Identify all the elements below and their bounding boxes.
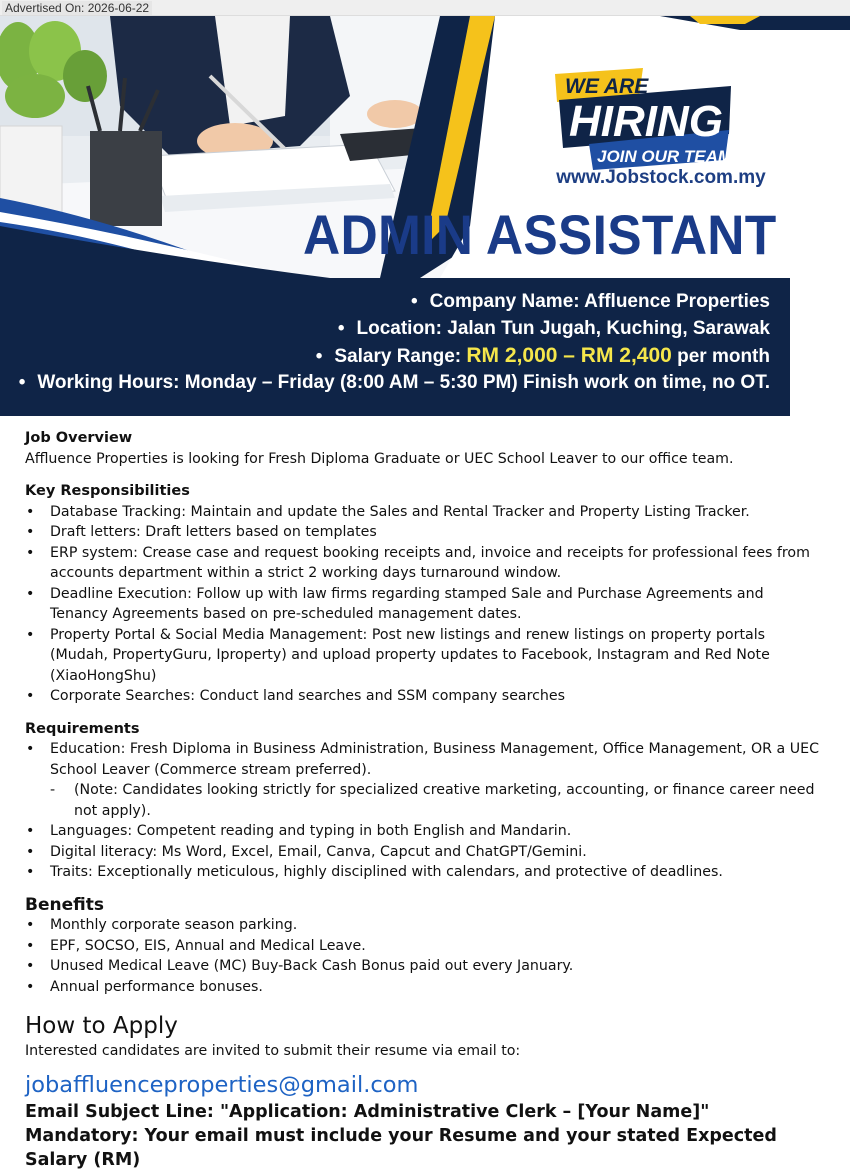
working-hours: Working Hours: Monday – Friday (8:00 AM – 5:30 PM) Finish work on time, no OT.	[37, 372, 770, 393]
company-name-line: • Company Name: Affluence Properties	[411, 291, 770, 312]
advertised-date-label: Advertised On: 2026-06-22	[2, 1, 152, 15]
location: Location: Jalan Tun Jugah, Kuching, Sarawak	[356, 318, 770, 339]
job-description	[25, 428, 825, 1172]
benefits-section	[25, 895, 825, 998]
list-item: • Corporate Searches: Conduct land searches and SSM company searches	[25, 686, 825, 707]
how-to-apply-section	[25, 1011, 825, 1172]
responsibilities-list	[25, 502, 825, 707]
apply-intro: Interested candidates are invited to submit their resume via email to:	[25, 1043, 521, 1059]
list-item: • Digital literacy: Ms Word, Excel, Email, Canva, Capcut and ChatGPT/Gemini.	[25, 842, 825, 863]
how-to-apply-heading: How to Apply	[25, 1013, 178, 1039]
requirement-education: Education: Fresh Diploma in Business Administration, Business Management, Office Management, OR a UEC School Leaver (Commerce stream preferred).	[50, 741, 820, 778]
list-item: • Draft letters: Draft letters based on templates	[25, 522, 825, 543]
working-hours-line: • Working Hours: Monday – Friday (8:00 AM – 5:30 PM) Finish work on time, no OT.	[18, 372, 770, 393]
list-item: • EPF, SOCSO, EIS, Annual and Medical Leave.	[25, 936, 825, 957]
responsibilities-heading: Key Responsibilities	[25, 483, 190, 499]
list-item: • Deadline Execution: Follow up with law firms regarding stamped Sale and Purchase Agreements and Tenancy Agreements based on pre-scheduled management dates.	[25, 584, 825, 625]
list-item: • Property Portal & Social Media Management: Post new listings and renew listings on property portals (Mudah, PropertyGuru, Iproperty) and upload property updates to Facebook, Instagram and Red Note (XiaoHongShu)	[25, 625, 825, 687]
job-overview-section	[25, 428, 825, 469]
list-item: • Languages: Competent reading and typing in both English and Mandarin.	[25, 821, 825, 842]
advertised-date-strip	[0, 0, 850, 16]
salary-value: RM 2,000 – RM 2,400	[466, 344, 672, 367]
list-item	[25, 739, 825, 780]
job-title: ADMIN ASSISTANT	[303, 203, 777, 266]
company-name: Company Name: Affluence Properties	[429, 291, 770, 312]
salary-prefix: Salary Range:	[334, 346, 467, 367]
location-line: • Location: Jalan Tun Jugah, Kuching, Sarawak	[337, 318, 770, 339]
list-item: • Unused Medical Leave (MC) Buy-Back Cash Bonus paid out every January.	[25, 956, 825, 977]
we-are-hiring-badge	[553, 52, 738, 172]
requirements-section	[25, 719, 825, 883]
requirements-note-list	[50, 780, 825, 821]
list-item: • Annual performance bonuses.	[25, 977, 825, 998]
requirements-heading: Requirements	[25, 720, 140, 737]
list-item: • ERP system: Crease case and request booking receipts and, invoice and receipts for professional fees from accounts department within a strict 2 working days turnaround window.	[25, 543, 825, 584]
requirements-list	[25, 739, 825, 780]
salary-line: • Salary Range: RM 2,000 – RM 2,400 per month	[315, 344, 770, 367]
job-overview-text: Affluence Properties is looking for Fresh Diploma Graduate or UEC School Leaver to our office team.	[25, 450, 734, 467]
list-item: • Database Tracking: Maintain and update the Sales and Rental Tracker and Property Listing Tracker.	[25, 502, 825, 523]
list-item: • Monthly corporate season parking.	[25, 915, 825, 936]
header-banner	[0, 16, 850, 416]
badge-hiring-text: HIRING	[569, 97, 723, 146]
mandatory-note: Mandatory: Your email must include your Resume and your stated Expected Salary (RM)	[25, 1125, 777, 1170]
badge-we-are-text: WE ARE	[565, 75, 649, 98]
job-overview-heading: Job Overview	[25, 430, 133, 446]
benefits-list	[25, 915, 825, 997]
list-item: • Traits: Exceptionally meticulous, highly disciplined with calendars, and protective of deadlines.	[25, 862, 825, 883]
benefits-heading: Benefits	[25, 894, 104, 915]
website-url: www.Jobstock.com.my	[556, 167, 766, 188]
email-subject-line: Email Subject Line: "Application: Administrative Clerk – [Your Name]"	[25, 1101, 710, 1122]
badge-join-text: JOIN OUR TEAM	[597, 147, 733, 166]
responsibilities-section	[25, 481, 825, 707]
salary-suffix: per month	[671, 346, 770, 367]
apply-email-link[interactable]: jobaffluenceproperties@gmail.com	[25, 1071, 419, 1098]
requirement-note: - (Note: Candidates looking strictly for specialized creative marketing, accounting, or finance career need not apply).	[50, 780, 825, 821]
requirements-list-continued	[25, 821, 825, 883]
